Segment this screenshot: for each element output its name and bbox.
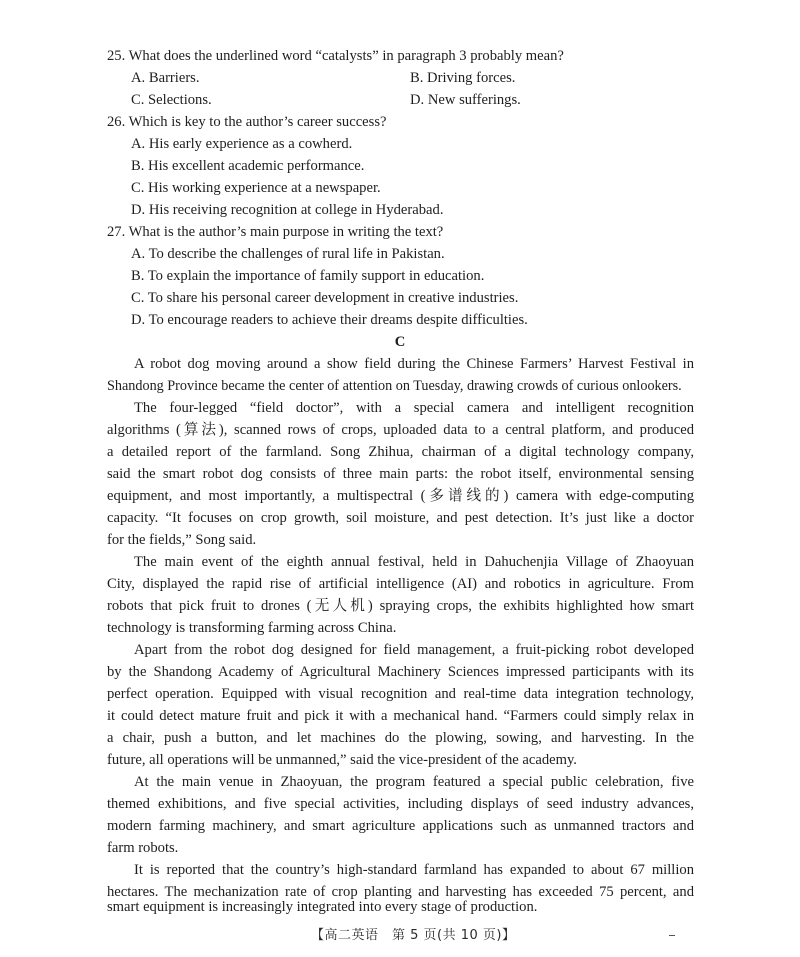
option-label: C. bbox=[131, 180, 145, 196]
option-25-b bbox=[410, 67, 690, 89]
option-25-d bbox=[410, 89, 690, 111]
option-text: To explain the importance of family support in education. bbox=[147, 268, 485, 284]
option-label: D. bbox=[131, 202, 146, 218]
option-label: D. bbox=[131, 312, 146, 328]
option-label: C. bbox=[131, 92, 145, 108]
option-text: To encourage readers to achieve their dreams despite difficulties. bbox=[148, 312, 528, 328]
question-25-stem bbox=[107, 45, 694, 67]
passage-line: equipment, and most importantly, a multispectral (多谱线的) camera with edge-computing bbox=[107, 488, 694, 504]
passage-line: farm robots. bbox=[107, 840, 179, 856]
question-text: What does the underlined word “catalysts” in paragraph 3 probably mean? bbox=[128, 48, 564, 64]
option-text: To share his personal career development in creative industries. bbox=[147, 290, 519, 306]
option-26-b bbox=[131, 155, 718, 177]
option-label: A. bbox=[131, 136, 146, 152]
option-text: His early experience as a cowherd. bbox=[148, 136, 353, 152]
question-number: 27. bbox=[107, 224, 126, 240]
footer-mark bbox=[669, 935, 675, 936]
section-heading: C bbox=[394, 334, 406, 350]
question-text: What is the author’s main purpose in writing the text? bbox=[128, 224, 444, 240]
passage-line: a chair, push a button, and let machines do the plowing, sowing, and harvesting. In the bbox=[107, 730, 694, 746]
passage-line: perfect operation. Equipped with visual recognition and real-time data integration technology, bbox=[107, 686, 694, 702]
question-26-stem bbox=[107, 111, 694, 133]
option-27-c bbox=[131, 287, 718, 309]
option-text: Driving forces. bbox=[427, 70, 516, 86]
passage-line: themed exhibitions, and five special activities, including displays of seed industry advances, bbox=[107, 796, 694, 812]
page-footer: 【高二英语 第 5 页(共 10 页)】 bbox=[311, 928, 516, 943]
option-27-b bbox=[131, 265, 718, 287]
option-label: C. bbox=[131, 290, 145, 306]
option-26-d bbox=[131, 199, 718, 221]
option-27-a bbox=[131, 243, 718, 265]
passage-line: modern farming machinery, and smart agriculture applications such as unmanned tractors and bbox=[107, 818, 694, 834]
question-number: 25. bbox=[107, 48, 126, 64]
option-label: A. bbox=[131, 70, 146, 86]
option-text: New sufferings. bbox=[427, 92, 521, 108]
passage-line: algorithms (算法), scanned rows of crops, uploaded data to a central platform, and produced bbox=[107, 422, 694, 438]
passage-line: hectares. The mechanization rate of crop planting and harvesting has exceeded 75 percent, and bbox=[107, 884, 694, 900]
passage-line: Shandong Province became the center of attention on Tuesday, drawing crowds of curious onlookers. bbox=[107, 378, 682, 394]
passage-line: by the Shandong Academy of Agricultural Machinery Sciences impressed participants with its bbox=[107, 664, 694, 680]
passage-line: future, all operations will be unmanned,” said the vice-president of the academy. bbox=[107, 752, 577, 768]
option-26-c bbox=[131, 177, 718, 199]
passage-line: it could detect mature fruit and pick it with a mechanical hand. “Farmers could simply relax in bbox=[107, 708, 694, 724]
option-label: B. bbox=[131, 268, 145, 284]
option-label: B. bbox=[410, 70, 424, 86]
passage-line: The four-legged “field doctor”, with a special camera and intelligent recognition bbox=[134, 400, 694, 416]
option-text: Barriers. bbox=[148, 70, 200, 86]
passage-line: The main event of the eighth annual festival, held in Dahuchenjia Village of Zhaoyuan bbox=[134, 554, 694, 570]
option-text: His receiving recognition at college in Hyderabad. bbox=[148, 202, 444, 218]
question-27-stem bbox=[107, 221, 694, 243]
option-26-a bbox=[131, 133, 718, 155]
passage-line: City, displayed the rapid rise of artificial intelligence (AI) and robotics in agriculture. From bbox=[107, 576, 694, 592]
option-25-c bbox=[131, 89, 381, 111]
option-27-d bbox=[131, 309, 718, 331]
option-label: A. bbox=[131, 246, 146, 262]
option-text: To describe the challenges of rural life in Pakistan. bbox=[148, 246, 445, 262]
passage-line: a detailed report of the farmland. Song Zhihua, chairman of a digital technology company, bbox=[107, 444, 694, 460]
option-label: B. bbox=[131, 158, 145, 174]
passage-line: capacity. “It focuses on crop growth, soil moisture, and pest detection. It’s just like a doctor bbox=[107, 510, 694, 526]
passage-line: A robot dog moving around a show field during the Chinese Farmers’ Harvest Festival in bbox=[134, 356, 694, 372]
passage-line: technology is transforming farming across China. bbox=[107, 620, 397, 636]
option-text: His working experience at a newspaper. bbox=[148, 180, 381, 196]
passage-line: It is reported that the country’s high-standard farmland has expanded to about 67 million bbox=[134, 862, 694, 878]
question-text: Which is key to the author’s career success? bbox=[128, 114, 387, 130]
passage-line: Apart from the robot dog designed for field management, a fruit-picking robot developed bbox=[134, 642, 694, 658]
option-text: His excellent academic performance. bbox=[148, 158, 365, 174]
question-number: 26. bbox=[107, 114, 126, 130]
passage-line: said the smart robot dog consists of three main parts: the robot itself, environmental sensing bbox=[107, 466, 694, 482]
passage-line: smart equipment is increasingly integrated into every stage of production. bbox=[107, 899, 538, 915]
passage-line: At the main venue in Zhaoyuan, the program featured a special public celebration, five bbox=[134, 774, 694, 790]
passage-line: robots that pick fruit to drones (无人机) spraying crops, the exhibits highlighted how smart bbox=[107, 598, 694, 614]
passage-line: for the fields,” Song said. bbox=[107, 532, 257, 548]
option-label: D. bbox=[410, 92, 425, 108]
option-text: Selections. bbox=[148, 92, 212, 108]
option-25-a bbox=[131, 67, 381, 89]
